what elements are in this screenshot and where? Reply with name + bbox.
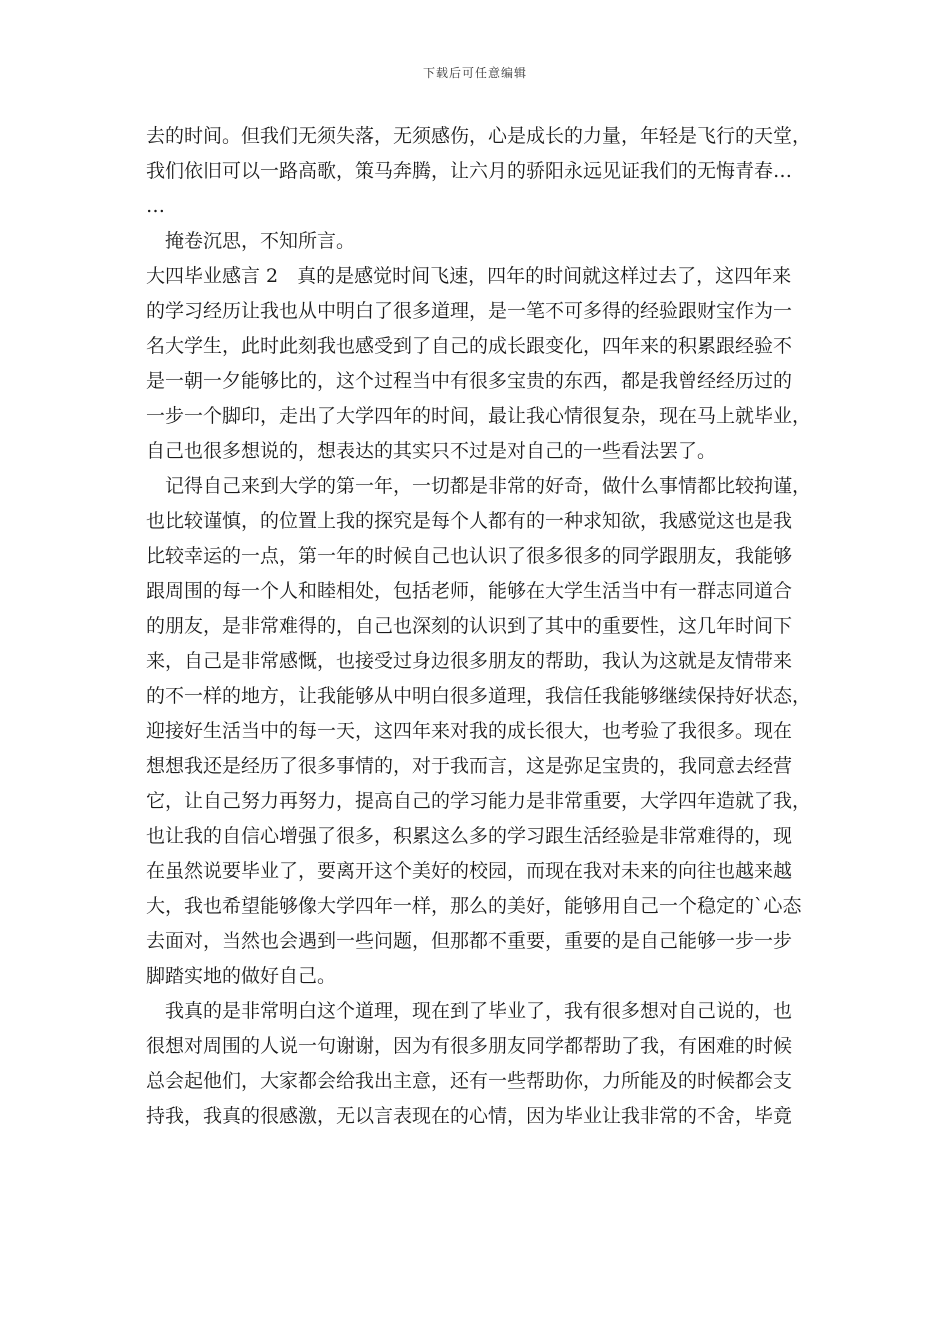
text-line: 掩卷沉思，不知所言。 xyxy=(146,230,356,252)
text-line: 大四毕业感言 2 真的是感觉时间飞速，四年的时间就这样过去了，这四年来 xyxy=(146,265,792,287)
text-line: 比较幸运的一点，第一年的时候自己也认识了很多很多的同学跟朋友，我能够 xyxy=(146,545,793,567)
text-line: 它，让自己努力再努力，提高自己的学习能力是非常重要，大学四年造就了我， xyxy=(146,790,812,812)
text-line: 跟周围的每一个人和睦相处，包括老师，能够在大学生活当中有一群志同道合 xyxy=(146,580,793,602)
text-line: … xyxy=(146,195,165,217)
text-line: 记得自己来到大学的第一年，一切都是非常的好奇，做什么事情都比较拘谨， xyxy=(146,475,812,497)
text-line: 也比较谨慎，的位置上我的探究是每个人都有的一种求知欲，我感觉这也是我 xyxy=(146,510,793,532)
text-line: 我们依旧可以一路高歌，策马奔腾，让六月的骄阳永远见证我们的无悔青春… xyxy=(146,160,793,182)
page-header: 下载后可任意编辑 xyxy=(422,66,527,80)
text-line: 一步一个脚印，走出了大学四年的时间，最让我心情很复杂，现在马上就毕业， xyxy=(146,405,812,427)
text-line: 自己也很多想说的，想表达的其实只不过是对自己的一些看法罢了。 xyxy=(146,440,717,462)
text-line: 去面对，当然也会遇到一些问题，但那都不重要，重要的是自己能够一步一步 xyxy=(146,930,793,952)
text-line: 在虽然说要毕业了，要离开这个美好的校园，而现在我对未来的向往也越来越 xyxy=(146,860,793,882)
text-line: 的朋友，是非常难得的，自己也深刻的认识到了其中的重要性，这几年时间下 xyxy=(146,615,793,637)
text-line: 来，自己是非常感慨，也接受过身边很多朋友的帮助，我认为这就是友情带来 xyxy=(146,650,793,672)
text-line: 很想对周围的人说一句谢谢，因为有很多朋友同学都帮助了我，有困难的时候 xyxy=(146,1035,793,1057)
text-line: 的不一样的地方，让我能够从中明白很多道理，我信任我能够继续保持好状态， xyxy=(146,685,812,707)
text-line: 想想我还是经历了很多事情的，对于我而言，这是弥足宝贵的，我同意去经营 xyxy=(146,755,793,777)
text-line: 去的时间。但我们无须失落，无须感伤，心是成长的力量，年轻是飞行的天堂， xyxy=(146,125,812,147)
text-line: 大，我也希望能够像大学四年一样，那么的美好，能够用自己一个稳定的`心态 xyxy=(146,895,802,917)
text-line: 是一朝一夕能够比的，这个过程当中有很多宝贵的东西，都是我曾经经历过的 xyxy=(146,370,793,392)
text-line: 我真的是非常明白这个道理，现在到了毕业了，我有很多想对自己说的，也 xyxy=(146,1000,793,1022)
document-body xyxy=(146,119,816,1134)
text-line: 持我，我真的很感激，无以言表现在的心情，因为毕业让我非常的不舍，毕竟 xyxy=(146,1105,793,1127)
text-line: 迎接好生活当中的每一天，这四年来对我的成长很大，也考验了我很多。现在 xyxy=(146,720,793,742)
text-line: 也让我的自信心增强了很多，积累这么多的学习跟生活经验是非常难得的，现 xyxy=(146,825,793,847)
text-line: 总会起他们，大家都会给我出主意，还有一些帮助你，力所能及的时候都会支 xyxy=(146,1070,793,1092)
text-line: 脚踏实地的做好自己。 xyxy=(146,965,337,987)
text-line: 名大学生，此时此刻我也感受到了自己的成长跟变化，四年来的积累跟经验不 xyxy=(146,335,793,357)
text-line: 的学习经历让我也从中明白了很多道理，是一笔不可多得的经验跟财宝作为一 xyxy=(146,300,793,322)
